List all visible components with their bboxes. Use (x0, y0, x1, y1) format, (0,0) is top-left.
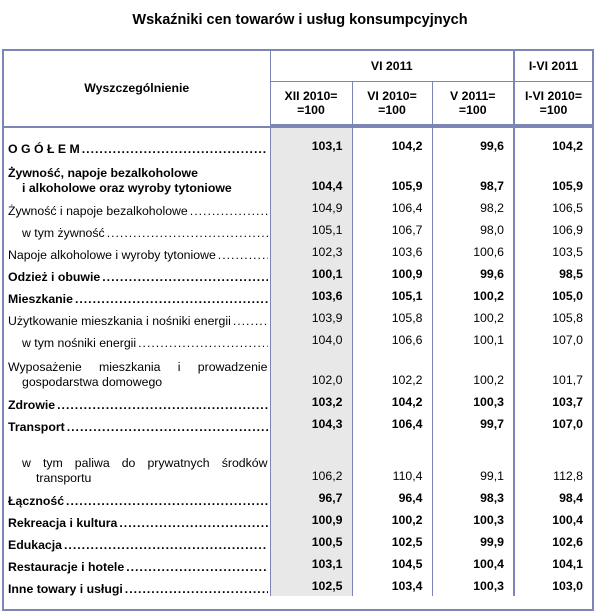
row-value: 100,2 (432, 284, 514, 306)
row-value: 96,7 (270, 486, 352, 508)
header-col-3: V 2011= =100 (432, 82, 514, 126)
table-row (4, 552, 592, 574)
table-row (4, 156, 592, 196)
row-value: 98,3 (432, 486, 514, 508)
row-value: 98,5 (514, 262, 592, 284)
row-value: 100,4 (514, 508, 592, 530)
row-value: 102,2 (352, 350, 432, 390)
row-value: 104,0 (270, 328, 352, 350)
row-value: 98,0 (432, 218, 514, 240)
header-group-vi: VI 2011 (270, 51, 514, 82)
row-label: Transport ..... (4, 412, 270, 434)
table-title: Wskaźniki cen towarów i usług konsumpcyjnych (132, 12, 468, 28)
row-value: 103,6 (270, 284, 352, 306)
row-value: 104,2 (352, 134, 432, 156)
row-value: 103,4 (352, 574, 432, 596)
header-col-4: I-VI 2010= =100 (514, 82, 592, 126)
row-value: 99,6 (432, 262, 514, 284)
row-value: 104,5 (352, 552, 432, 574)
table-row (4, 284, 592, 306)
table-row (4, 508, 592, 530)
row-value: 103,1 (270, 552, 352, 574)
table-row (4, 240, 592, 262)
row-value: 100,9 (352, 262, 432, 284)
row-value: 103,7 (514, 390, 592, 412)
row-value: 96,4 (352, 486, 432, 508)
header-label-col: Wyszczególnienie (84, 81, 190, 95)
row-value: 103,1 (270, 134, 352, 156)
row-value: 104,4 (270, 156, 352, 196)
row-value: 110,4 (352, 434, 432, 486)
header-col-1: XII 2010= =100 (270, 82, 352, 126)
row-value: 103,9 (270, 306, 352, 328)
table-row (4, 262, 592, 284)
row-value: 104,2 (514, 134, 592, 156)
row-value: 100,5 (270, 530, 352, 552)
row-value: 105,1 (352, 284, 432, 306)
row-value: 105,8 (352, 306, 432, 328)
table-row (4, 306, 592, 328)
row-label: Żywność i napoje bezalkoholowe ..... (4, 196, 270, 218)
table-row (4, 328, 592, 350)
row-label: Inne towary i usługi ..... (4, 574, 270, 596)
row-value: 103,5 (514, 240, 592, 262)
row-label: Edukacja ..... (4, 530, 270, 552)
row-value: 106,4 (352, 196, 432, 218)
row-label: Wyposażenie mieszkania i prowadzenie gospodarstwa domowego (8, 360, 268, 389)
table-row (4, 134, 592, 156)
table-row (4, 434, 592, 486)
row-value: 107,0 (514, 412, 592, 434)
row-value: 99,6 (432, 134, 514, 156)
row-label: Napoje alkoholowe i wyroby tytoniowe ..... (4, 240, 270, 262)
row-value: 102,5 (352, 530, 432, 552)
table-row (4, 412, 592, 434)
header-group-ivi: I-VI 2011 (514, 51, 592, 82)
row-value: 100,4 (432, 552, 514, 574)
row-value: 100,1 (432, 328, 514, 350)
row-value: 106,7 (352, 218, 432, 240)
row-label: Restauracje i hotele ..... (4, 552, 270, 574)
row-value: 100,1 (270, 262, 352, 284)
row-value: 100,2 (352, 508, 432, 530)
row-value: 102,5 (270, 574, 352, 596)
row-value: 98,2 (432, 196, 514, 218)
row-label: Odzież i obuwie ..... (4, 262, 270, 284)
row-label: w tym paliwa do prywatnych środków transportu (22, 456, 268, 485)
row-label: Mieszkanie ..... (4, 284, 270, 306)
row-value: 100,2 (432, 350, 514, 390)
row-value: 105,9 (352, 156, 432, 196)
row-value: 102,3 (270, 240, 352, 262)
row-value: 100,9 (270, 508, 352, 530)
table-row (4, 530, 592, 552)
row-value: 105,0 (514, 284, 592, 306)
row-value: 103,0 (514, 574, 592, 596)
row-value: 107,0 (514, 328, 592, 350)
row-value: 100,3 (432, 508, 514, 530)
table-row (4, 350, 592, 390)
row-value: 105,9 (514, 156, 592, 196)
row-value: 103,6 (352, 240, 432, 262)
row-value: 104,2 (352, 390, 432, 412)
row-value: 98,4 (514, 486, 592, 508)
price-index-table (4, 51, 592, 596)
row-value: 106,5 (514, 196, 592, 218)
row-value: 100,3 (432, 574, 514, 596)
table-row (4, 196, 592, 218)
row-value: 104,1 (514, 552, 592, 574)
row-value: 112,8 (514, 434, 592, 486)
row-value: 105,1 (270, 218, 352, 240)
table-row (4, 486, 592, 508)
row-label: O G Ó Ł E M ..... (4, 134, 270, 156)
row-value: 106,2 (270, 434, 352, 486)
row-label: w tym żywność ..... (4, 218, 270, 240)
row-value: 103,2 (270, 390, 352, 412)
row-value: 102,6 (514, 530, 592, 552)
row-value: 106,6 (352, 328, 432, 350)
row-label: Użytkowanie mieszkania i nośniki energii ..... (4, 306, 270, 328)
row-value: 106,4 (352, 412, 432, 434)
row-label: Żywność, napoje bezalkoholowe i alkoholowe oraz wyroby tytoniowe (8, 166, 232, 195)
row-value: 100,6 (432, 240, 514, 262)
row-label: Łączność ..... (4, 486, 270, 508)
table-row (4, 218, 592, 240)
row-value: 99,1 (432, 434, 514, 486)
row-value: 100,3 (432, 390, 514, 412)
row-label: Rekreacja i kultura ..... (4, 508, 270, 530)
row-value: 105,8 (514, 306, 592, 328)
row-label: w tym nośniki energii ..... (4, 328, 270, 350)
table-row (4, 390, 592, 412)
row-value: 100,2 (432, 306, 514, 328)
row-value: 99,7 (432, 412, 514, 434)
row-value: 106,9 (514, 218, 592, 240)
row-label: Zdrowie ..... (4, 390, 270, 412)
row-value: 101,7 (514, 350, 592, 390)
row-value: 98,7 (432, 156, 514, 196)
table-row (4, 574, 592, 596)
row-value: 102,0 (270, 350, 352, 390)
row-value: 104,3 (270, 412, 352, 434)
header-col-2: VI 2010= =100 (352, 82, 432, 126)
row-value: 99,9 (432, 530, 514, 552)
row-value: 104,9 (270, 196, 352, 218)
